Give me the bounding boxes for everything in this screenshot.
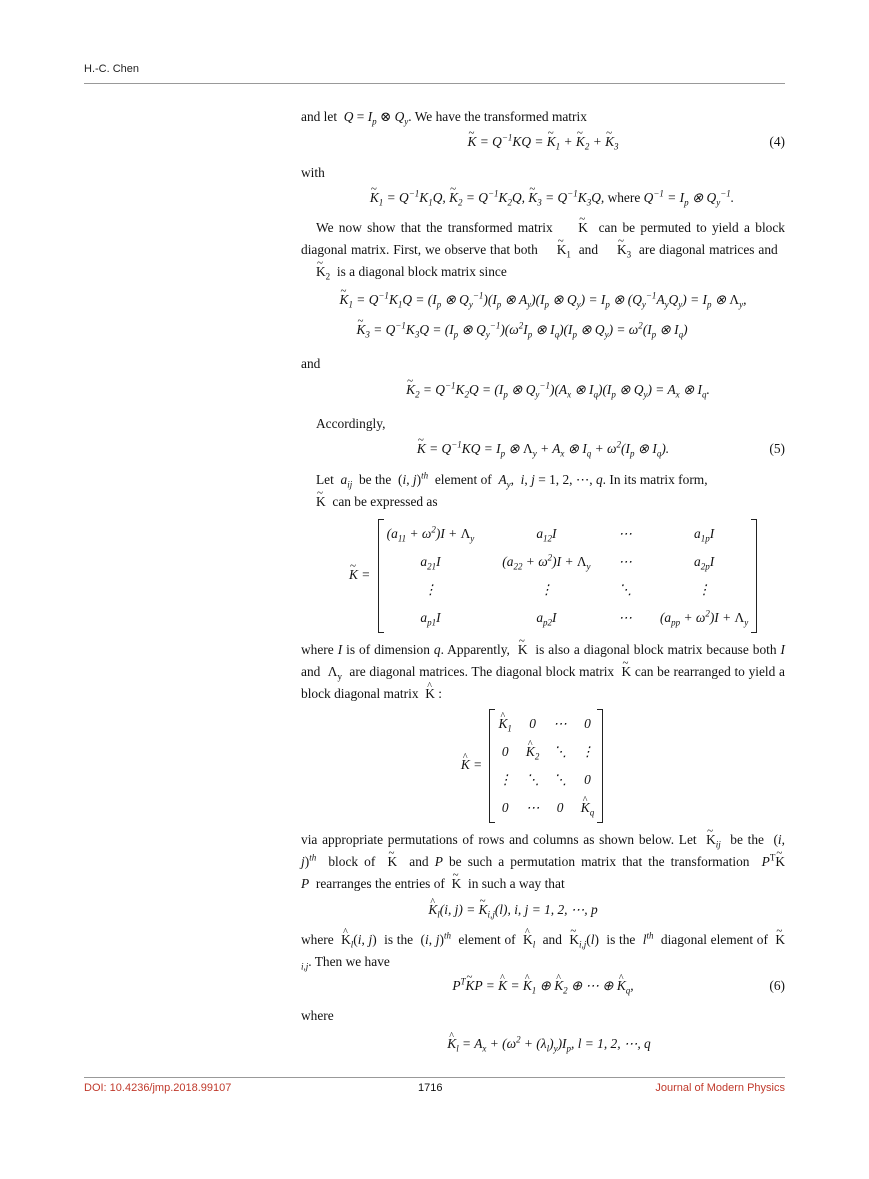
text: is the xyxy=(384,932,414,947)
text: . In its matrix form, xyxy=(602,472,708,487)
text: are diagonal matrices. The diagonal block matrix xyxy=(349,664,615,679)
text: where xyxy=(301,1008,334,1023)
text: block of xyxy=(328,854,376,869)
text: is a diagonal block matrix since xyxy=(336,264,507,279)
text: can be rearranged to yield a block diagonal matrix xyxy=(301,664,785,701)
text: is of dimension xyxy=(346,642,430,657)
header-divider xyxy=(84,83,785,84)
equation-number: (5) xyxy=(769,441,785,456)
paragraph: where I is of dimension q. Apparently, ~ K is also a diagonal block matrix because both I and $\Lambda_y$ are diagonal matrices. The diagonal block matrix ~ K can be rearranged to yield a block diagonal matrix ^ K : xyxy=(301,639,785,705)
text: . We have the transformed matrix xyxy=(408,109,587,124)
text: via appropriate permutations of rows and columns as shown below. Let xyxy=(301,832,697,847)
matrix-K-tilde: ~ K = $(a_{11} + \omega^2)I + \Lambda_y$ $a_{12}I$ ⋯ $a_{1p}I$ $a_{21}I$ $(a_{22} + \omega^2)I + \Lambda_y$ ⋯ $a_{2p}I$ ⋮ ⋮ ⋱ ⋮ $a_{p1}I$ $a_{p2}I$ ⋯ $(a_{pp} + \omega^2)I + \Lambda_y$ xyxy=(301,519,785,633)
equation: ~ $K_1 = Q^{-1}K_1Q$, ~ $K_2 = Q^{-1}K_2Q$, ~ $K_3 = Q^{-1}K_3Q$, where $Q^{-1} = I_p$ ⊗ $Q_y^{-1}$. xyxy=(301,187,785,209)
text: and let xyxy=(301,109,338,124)
equation: ~ $K_2 = Q^{-1}K_2Q = (I_p$ ⊗ $Q_y^{-1})(A_x$ ⊗ $I_q)(I_p$ ⊗ $Q_y) = A_x$ ⊗ $I_q$. xyxy=(301,379,785,401)
text: . Apparently, xyxy=(440,642,510,657)
equation: ^ $K_l = A_x + (\omega^2 + (\lambda_l)_y)I_p$, l = 1, 2, ⋯, q xyxy=(301,1033,785,1055)
equation-4: ~ $K = Q^{-1}KQ$ = ~ $K_1$ + ~ $K_2$ + ~ $K_3$ (4) xyxy=(301,131,785,153)
text: and xyxy=(301,356,321,371)
running-header: H.-C. Chen xyxy=(84,63,140,75)
paragraph xyxy=(301,413,785,435)
paragraph xyxy=(301,1005,785,1027)
text: rearranges the entries of xyxy=(315,876,445,891)
text: be the xyxy=(358,472,392,487)
text: be such a permutation matrix that the transformation xyxy=(448,854,750,869)
text: where xyxy=(301,932,334,947)
text: element of xyxy=(434,472,492,487)
equation: ~ $K_3 = Q^{-1}K_3Q = (I_p$ ⊗ $Q_y^{-1})(\omega^2I_p$ ⊗ $I_q)(I_p$ ⊗ $Q_y) = \omega^2(I_p$ ⊗ $I_q$) xyxy=(301,319,785,341)
equation: ^ $K_l(i$, j) = ~ $K_{i,j}(l)$, i, j = 1, 2, ⋯, p xyxy=(301,899,785,921)
text: Let xyxy=(316,472,334,487)
text: be the xyxy=(730,832,764,847)
paragraph: and let $Q = I_p$ ⊗ $Q_y$. We have the transformed matrix xyxy=(301,109,587,127)
text: can be expressed as xyxy=(332,494,438,509)
equation-number: (6) xyxy=(769,978,785,993)
journal-name[interactable]: Journal of Modern Physics xyxy=(655,1082,785,1094)
paragraph: We now show that the transformed matrix ~ K can be permuted to yield a block diagonal matrix. First, we observe that both ~ $K_1$ and ~ $K_3$ are diagonal matrices and ~ $K_2$ is a diagonal block matrix since xyxy=(301,217,785,283)
text: and xyxy=(301,664,321,679)
text: . Then we have xyxy=(308,954,390,969)
paragraph: where ^ $K_l(i$, j) is the (i, j)$^{th}$ element of ^ $K_l$ and ~ $K_{i,j}(l)$ is the $l^{th}$ diagonal element of ~ $K_{i,j}$. Then we have xyxy=(301,929,785,973)
equation-number: (4) xyxy=(769,134,785,149)
text: can be permuted to yield a block diagonal matrix. First, we observe that both xyxy=(301,220,785,257)
text: in such a way that xyxy=(467,876,565,891)
equation: ~ $K_1 = Q^{-1}K_1Q = (I_p$ ⊗ $Q_y^{-1})(I_p$ ⊗ $A_y)(I_p$ ⊗ $Q_y) = I_p$ ⊗ $(Q_y^{-1}A_yQ_y) = I_p$ ⊗ $\Lambda_y$, xyxy=(301,289,785,311)
doi-link[interactable]: DOI: 10.4236/jmp.2018.99107 xyxy=(84,1082,232,1094)
text: where xyxy=(301,642,334,657)
paragraph xyxy=(301,353,785,375)
footer-divider xyxy=(84,1077,785,1078)
matrix-K-hat: ^ K = ^ $K_1$ 0 ⋯ 0 0 ^ $K_2$ ⋱ ⋮ ⋮ ⋱ ⋱ 0 0 ⋯ 0 ^ $K_q$ xyxy=(301,709,785,823)
equation-5: ~ $K = Q^{-1}KQ = I_p$ ⊗ $\Lambda_y + A_x$ ⊗ $I_q + \omega^2(I_p$ ⊗ $I_q$). (5) xyxy=(301,438,785,460)
text: are diagonal matrices and xyxy=(638,242,778,257)
paragraph: Let $a_{ij}$ be the (i, j)$^{th}$ element of $A_y$, i, j = 1, 2, ⋯, q. In its matrix form, ~ K can be expressed as xyxy=(301,469,785,513)
text: diagonal element of xyxy=(660,932,768,947)
text: We now show that the transformed matrix xyxy=(316,220,553,235)
text: and xyxy=(409,854,429,869)
text: element of xyxy=(458,932,516,947)
equation-6: $P^T\sim$ KP = ^ K = ^ $K_1$ ⊕ ^ $K_2$ ⊕ ⋯ ⊕ ^ $K_q$, (6) xyxy=(301,975,785,997)
text: and xyxy=(578,242,599,257)
text: is also a diagonal block matrix because both xyxy=(535,642,777,657)
text: Accordingly, xyxy=(316,416,386,431)
main-text xyxy=(301,106,785,1055)
paragraph: via appropriate permutations of rows and columns as shown below. Let ~ $K_{ij}$ be the (i, j)$^{th}$ block of ~ K and P be such a permutation matrix that the transformation $P^T\sim$ KP rearranges the entries of ~ K in such a way that xyxy=(301,829,785,895)
text: where xyxy=(607,190,641,205)
text: is the xyxy=(606,932,636,947)
page-number: 1716 xyxy=(418,1082,443,1094)
text: and xyxy=(542,932,562,947)
text: with xyxy=(301,165,325,180)
